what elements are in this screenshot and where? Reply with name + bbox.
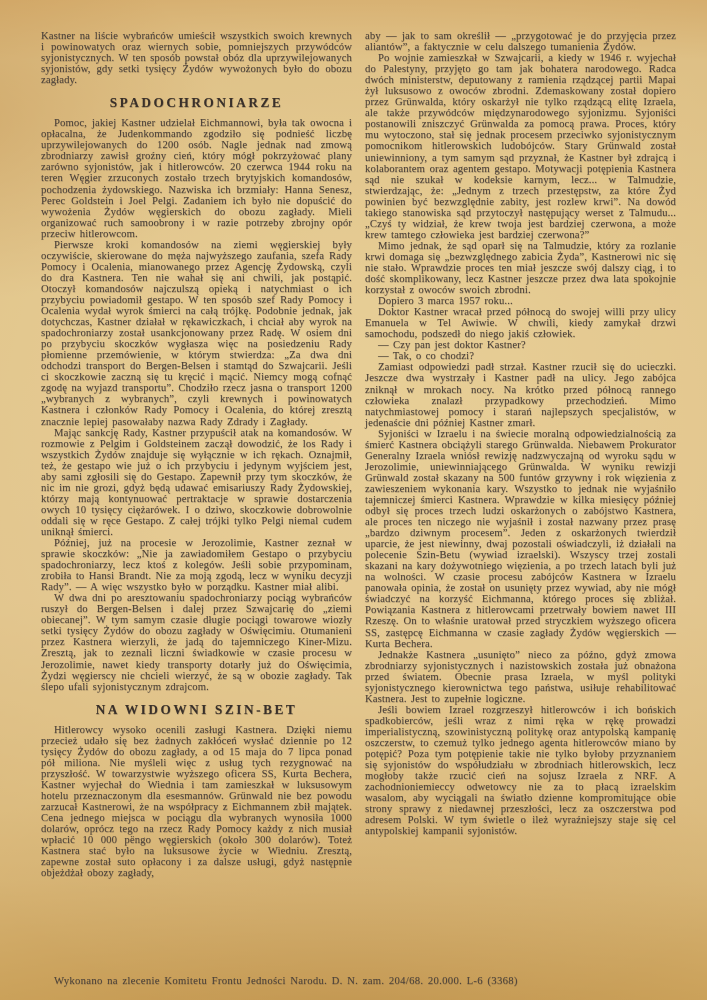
two-column-text-area [41,31,677,879]
section-heading-spadochroniarze: SPADOCHRONIARZE [109,95,284,111]
printer-imprint-line: Wykonano na zlecenie Komitetu Frontu Jedności Narodu. D. N. zam. 204/68. 20.000. L-6 (3368) [54,976,518,987]
paragraph: Jeśli bowiem Izrael rozgrzeszył hitlerowców i ich bońskich spadkobierców, jeśli wraz z nimi ręka w rękę prowadzi imperialistyczną, szowinistyczną politykę oraz antypolską kampanię oszczerstw, to czemuż tylko jednego agenta hitlerowców miano by potępić? Poza tym potępienie takie nie tylko byłoby przyznaniem się syjonistów do współudziału w zbrodniach hitlerowskich, lecz mogłoby także rzucić cień na sojusz Izraela z NRF. A zachodnioniemieccy odwetowcy nie za to płacą izraelskim wasalom, aby wyciągali na światło dzienne kompromitujące obie strony sprawy z niedawnej przeszłości, lecz za oszczerstwa pod adresem Polski. W tym świetle o ileż wyraźniejszy staje się cel antypolskiej kampanii syjonistów. [365,704,676,838]
left-column [41,31,352,879]
paragraph: Pomoc, jakiej Kastner udzielał Eichmannowi, była tak owocna i opłacalna, że Judenkommando zgodziło się podnieść liczbę uprzywilejowanych do 1200 osób. Nagle jednak nad zmową zbrodniarzy zawisł groźny cień, który mógł pokrzyżować plany zarówno syjonistów, jak i hitlerowców. 20 czerwca 1944 roku na teren Węgier zrzuconych zostało trzech brytyjskich komandosów, pochodzenia żydowskiego. Nazwiska ich brzmiały: Hanna Senesz, Perec Goldstein i Joel Pelgi. Zadaniem ich było nie dopuścić do wywożenia Żydów węgierskich do obozu zagłady. Mieli organizować ruch samoobrony i w razie potrzeby zbrojny opór przeciw hitlerowcom. [41,118,352,240]
paragraph: Doktor Kastner wracał przed północą do swojej willi przy ulicy Emanuela w Tel Awiwie. W chwili, kiedy zamykał drzwi samochodu, podszedł do niego jakiś człowiek. [365,307,676,341]
paragraph: Mimo jednak, że sąd oparł się na Talmudzie, który za rozlanie krwi domaga się „bezwzględnego zabicia Żyda”, Kastnerowi nic się nie stało. Wprawdzie proces ten miał jeszcze swój dalszy ciąg, i to dość skomplikowany, lecz Kastner jeszcze przez dwa lata spokojnie korzystał z owoców swoich zbrodni. [365,240,676,297]
paragraph-intro-continuation: Kastner na liście wybrańców umieścił wszystkich swoich krewnych i powinowatych oraz wiernych sobie, pomniejszych przywódców syjonistycznych. W ten sposób powstał obóz dla uprzywilejowanych syjonistów, gdy setki tysięcy Żydów wywożonych było do obozu zagłady. [41,31,352,87]
paragraph: Jednakże Kastnera „usunięto” nieco za późno, gdyż zmowa zbrodniarzy syjonistycznych i nazistowskich została już obnażona przed światem. Obecnie prasa Izraela, w myśl polityki syjonistycznego kierownictwa tego państwa, usiłuje rehabilitować Kastnera. Jest to zupełnie logiczne. [365,649,676,705]
paragraph: Pierwsze kroki komandosów na ziemi węgierskiej były oczywiście, skierowane do męża najwyższego zaufania, szefa Rady Pomocy i Ocalenia, mianowanego przez Agencję Żydowską, czyli do dra Kastnera. Ten nie wahał się ani chwili, jak postąpić. Otoczył komandosów najczulszą opieką i natychmiast o ich przybyciu powiadomił gestapo. W ten sposób szef Rady Pomocy i Ocalenia wydał wyrok śmierci na całą trójkę. Podobnie jednak, jak dotychczas, Kastner działał w rękawiczkach, i chciał aby wyrok na spadochroniarzy został usankcjonowany przez Radę. W osiem dni po przybyciu skoczków wygłasza więc na posiedzeniu Rady płomienne przemówienie, w którym stwierdza: „Za dwa dni odchodzi transport do Bergen-Belsen i stamtąd do Szwajcarii. Jeśli ci skoczkowie zaczną się tu kręcić i mącić. Niemcy mogą cofnąć zgodę na wyjazd transportu”. Chodziło rzecz jasna o transport 1200 „wybranych z wybranych”, czyli krewnych i powinowatych Kastnera i członków Rady Pomocy i Ocalenia, do której zresztą znacznie lepiej pasowałaby nazwa Rady Zdrady i Zagłady. [41,239,352,428]
dialogue-line: — Czy pan jest doktor Kastner? [378,340,526,352]
section-heading-na-widowni-szin-bet: NA WIDOWNI SZIN-BET [95,701,298,717]
paragraph: Mając sankcję Rady, Kastner przypuścił atak na komandosów. W rozmowie z Pelgim i Goldsteinem zaczął dowodzić, że los Rady i wszystkich Żydów znajduje się wyłącznie w ich rękach. Oznajmił, też, że gestapo wie już o ich przybyciu i jedynym wyjściem jest, aby sami zgłosili się do Gestapo. Zapewnił przy tym skoczków, że nic im nie grozi, gdyż będą udawać emisariuszy Rady Żydowskiej, którzy mają kontynuować pertraktacje w sprawie dostarczenia owych 10 tysięcy ciężarówek. I o dziwo, skoczkowie dobrowolnie oddali się w ręce Gestapo. Z całej trójki tylko Pelgi niemal cudem uniknął śmierci. [41,427,352,538]
paragraph: Po wojnie zamieszkał w Szwajcarii, a kiedy w 1946 r. wyjechał do Palestyny, przyjęto go tam jak bohatera narodowego. Radca dwóch ministerstw, deputowany z ramienia rządzącej partii Mapai żył luksusowo z owoców zbrodni. Zdemaskowany został dopiero przez Grünwalda, który oskarżył nie tylko rządzącą elitę Izraela, ale także przywódców międzynarodowego syjonizmu. Syjoniści postanowili zniszczyć Grünwalda za pomocą prawa. Proces, który mu wytoczono, stał się jednak procesem przeciwko syjonistycznym pomocnikom hitlerowskich ludobójców. Stary Grünwald został uniewinniony, a tym samym sąd przyznał, że Kastner był zdrajcą i kolaborantem oraz agentem gestapo. Motywacji potępienia Kastnera sąd nie szukał w kodeksie karnym, lecz... w Talmudzie, stwierdzając, że: „Jednym z trzech przestępstw, za które Żyd powinien być bezwzględnie zabity, jest rozlew krwi”. Na dowód takiego stanowiska sąd przytoczył następujący werset z Talmudu... „Czyś ty widział, że krew twoja jest bardziej czerwona, a może krew tamtego człowieka jest bardziej czerwona?” [365,53,676,241]
paragraph: Hitlerowcy wysoko ocenili zasługi Kastnera. Dzięki niemu przecież udało się bez żadnych zakłóceń wysłać dziennie po 12 tysięcy Żydów do obozu zagłady, a od 15 maja do 7 lipca ponad pół miliona. Nie myśleli więc z usług tych rezygnować na przyszłość. W towarzystwie wyższego oficera SS, Kurta Bechera, Kastner wyjechał do Wiednia i tam zamieszkał w luksusowym hotelu przeznaczonym dla esesmannów. Grünwald nie bez powodu zarzucał Kastnerowi, że na współpracy z Eichmannem zbił majątek. Cena jednego miejsca w pociągu dla wybranych wynosiła 1000 dolarów, oprócz tego na rzecz Rady Pomocy każdy z nich musiał wpłacić 10 000 pëngo węgierskich (około 300 dolarów). Toteż Kastnera stać było na luksusowe życie w Wiedniu. Zresztą, zapewne został suto opłacony i za dalsze usługi, gdyż następnie objeżdżał obozy zagłady, [41,724,352,880]
paragraph: Później, już na procesie w Jerozolimie, Kastner zeznał w sprawie skoczków: „Nie ja zawiadomiłem Gestapo o przybyciu spadochroniarzy, lecz ktoś z kolegów. Jeśli sobie przypominam, zrobiła to Hansi Brandt. Nie za moją zgodą, lecz w wyniku decyzji Rady”. — A więc wszystko było w porządku. Kastner miał alibi. [41,538,352,594]
dialogue-line: — Tak, o co chodzi? [378,351,475,363]
right-column [365,31,676,879]
paragraph: W dwa dni po aresztowaniu spadochroniarzy pociąg wybrańców ruszył do Bergen-Belsen i dalej przez Szwajcarię do „ziemi obiecanej”. W tym samym czasie długie pociągi towarowe wiozły setki tysięcy Żydów do obozu zagłady w Oświęcimiu. Otumanieni przez Kastnera wierzyli, że jadą do tajemniczego Kiner-Mizu. Zresztą, jak to zeznali liczni świadkowie w czasie procesu w Jerozolimie, nawet kiedy transporty dotarły już do Oświęcimia, Żydzi węgierscy nie chcieli wierzyć, że są w obozie zagłady. Tak ślepo ufali syjonistycznym zdrajcom. [41,593,352,693]
paragraph: Syjoniści w Izraelu i na świecie moralną odpowiedzialnością za śmierć Kastnera obciążyli starego Grünwalda. Niebawem Prokurator Generalny Izraela wniósł rewizję nadzwyczajną od wyroku sądu w Jerozolimie, uniewinniającego Grünwalda. W wyniku rewizji Grünwald został skazany na 500 funtów grzywny i rok więzienia z zawieszeniem wykonania kary. Wszystko to jednak nie wyjaśniło tajemniczej śmierci Kastnera. Wprawdzie w kilka miesięcy później odbył się proces trzech ludzi oskarżonych o zabójstwo Kastnera, ale proces ten niczego nie wyjaśnił i został nazwany przez prasę „bardzo dziwnym procesem”. Jeden z oskarżonych twierdził uparcie, że jest niewinny, dwaj pozostali oświadczyli, iż działali na polecenie Szin-Betu (wywiad izraelski). Wszyscy trzej zostali skazani na kary dożywotniego więzienia, a po trzech latach byli już na wolności. W czasie procesu zabójców Kastnera w Izraelu panowała opinia, że został on usunięty przez wywiad, aby nie mógł świadczyć na korzyść Eichmanna, którego proces się zbliżał. Powiązania Kastnera z hitlerowcami przetrwały bowiem nawet III Rzeszę. On to właśnie uratował przed stryczkiem wyższego oficera SS, zastępcę Eichmanna w czasie zagłady Żydów węgierskich — Kurta Bechera. [365,428,676,650]
paragraph: Zamiast odpowiedzi padł strzał. Kastner rzucił się do ucieczki. Jeszcze dwa wystrzały i Kastner padł na ulicy. Jego zabójca zniknął w mrokach nocy. Na krótko przed północą rannego człowieka znalazł przypadkowy przechodzień. Mimo natychmiastowej pomocy i starań najlepszych specjalistów, w jedenaście dni później Kastner zmarł. [365,362,676,429]
paragraph-continuation: aby — jak to sam określił — „przygotować je do przyjęcia przez aliantów”, a faktycznie w celu dalszego tumanienia Żydów. [365,31,676,54]
paragraph-date-line: Dopiero 3 marca 1957 roku... [378,296,513,308]
